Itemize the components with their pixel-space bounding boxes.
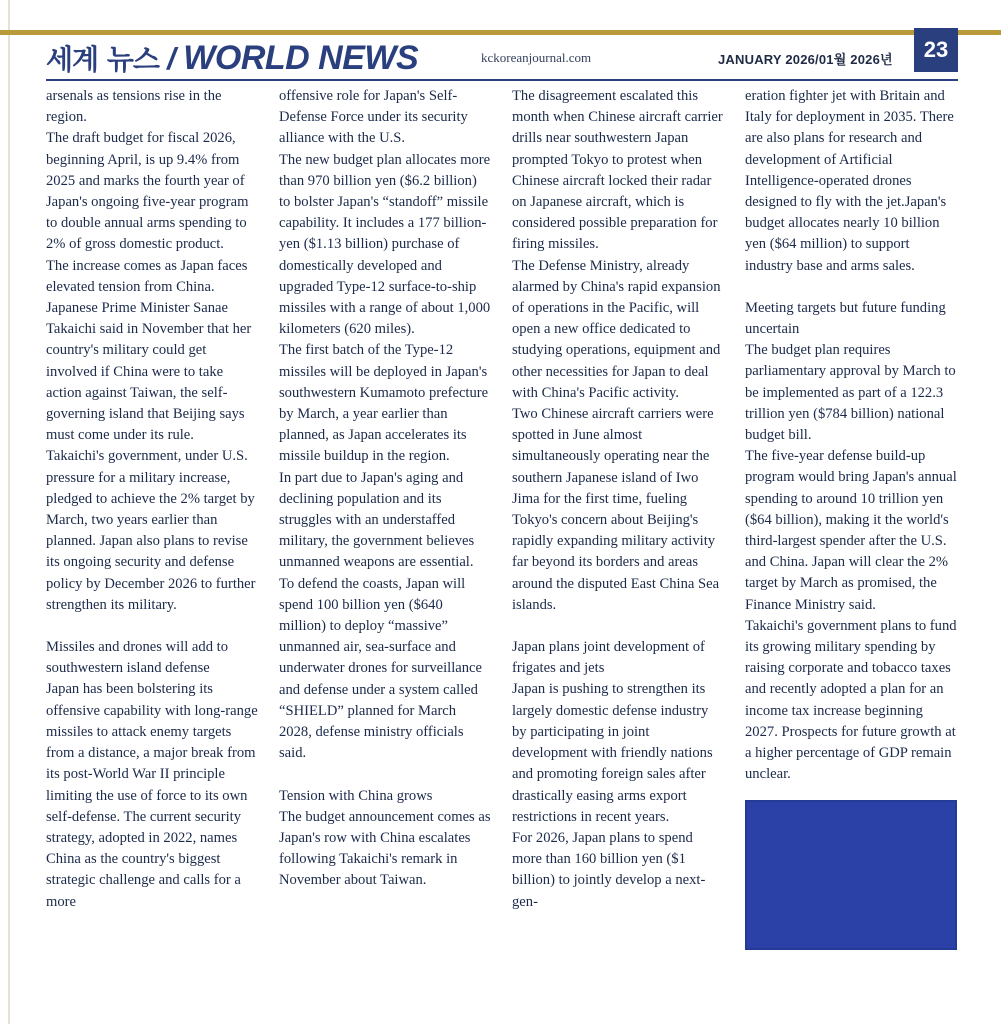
paragraph: The disagreement escalated this month when Chinese aircraft carrier drills near southwestern Japan prompted Tokyo to protest when Chinese aircraft locked their radar on Japanese aircraft, which is considered possible preparation for firing missiles. bbox=[512, 88, 723, 253]
column-1 bbox=[46, 86, 258, 1011]
article-columns bbox=[46, 86, 958, 1011]
paragraph: The new budget plan allocates more than 970 billion yen ($6.2 billion) to bolster Japan's “standoff” missile capability. It includes a 177 billion-yen ($1.13 billion) purchase of domestically developed and upgraded Type-12 surface-to-ship missiles with a range of about 1,000 kilometers (620 miles). bbox=[279, 151, 491, 338]
paragraph: Takaichi's government, under U.S. pressure for a military increase, pledged to achieve the 2% target by March, two years earlier than planned. Japan also plans to revise its ongoing security and defense policy by December 2026 to further strengthen its military. bbox=[46, 448, 256, 613]
section-title-separator: / bbox=[158, 41, 184, 76]
paragraph: For 2026, Japan plans to spend more than 160 billion yen ($1 billion) to jointly develop a next-gen- bbox=[512, 829, 706, 910]
paragraph: arsenals as tensions rise in the region. bbox=[46, 88, 222, 126]
section-title-english: WORLD NEWS bbox=[183, 39, 419, 77]
page-number-badge bbox=[914, 28, 958, 72]
column-3 bbox=[512, 86, 724, 1011]
issue-date: JANUARY 2026/01월 2026년 bbox=[718, 52, 893, 67]
paragraph: Two Chinese aircraft carriers were spotted in June almost simultaneously operating near the southern Japanese island of Iwo Jima for the first time, fueling Tokyo's concern about Beijing's rapidly expanding military activity far beyond its borders and areas around the disputed East China Sea islands. bbox=[512, 406, 720, 613]
section-title bbox=[46, 38, 418, 78]
section-title-korean: 세계 뉴스 bbox=[46, 43, 159, 76]
subhead: Missiles and drones will add to southwestern island defense bbox=[46, 639, 229, 677]
paragraph: The first batch of the Type-12 missiles will be deployed in Japan's southwestern Kumamoto prefecture by March, a year earlier than planned, as Japan accelerates its missile buildup in the region. bbox=[279, 342, 489, 465]
column-4 bbox=[745, 86, 957, 1011]
paragraph: Japan has been bolstering its offensive capability with long-range missiles to attack enemy targets from a distance, a major break from its post-World War II principle limiting the use of force to its own self-defense. The current security strategy, adopted in 2022, names China as the country's biggest strategic challenge and calls for a more bbox=[46, 681, 258, 910]
column-2 bbox=[279, 86, 491, 1011]
masthead-divider bbox=[46, 79, 958, 81]
masthead bbox=[46, 37, 958, 80]
paragraph: In part due to Japan's aging and declining population and its struggles with an understaffed military, the government believes unmanned weapons are essential. To defend the coasts, Japan will spend 100 billion yen ($640 million) to deploy “massive” unmanned air, sea-surface and underwater drones for surveillance and defense under a system called “SHIELD” planned for March 2028, defense ministry officials said. bbox=[279, 469, 483, 762]
paragraph: Takaichi's government plans to fund its growing military spending by raising corporate and tobacco taxes and recently adopted a plan for an income tax increase beginning 2027. Prospects for future growth at a higher percentage of GDP remain unclear. bbox=[745, 617, 957, 783]
paragraph: The draft budget for fiscal 2026, beginning April, is up 9.4% from 2025 and marks the fourth year of Japan's ongoing five-year program to double annual arms spending to 2% of gross domestic product. bbox=[46, 130, 249, 253]
subhead: Tension with China grows bbox=[279, 787, 433, 804]
paragraph: The Defense Ministry, already alarmed by China's rapid expansion of operations in the Pacific, will open a new office dedicated to studying operations, equipment and other necessities for Japan to deal with China's Pacific activity. bbox=[512, 257, 721, 401]
website-url: kckoreanjournal.com bbox=[481, 50, 592, 65]
subhead: Japan plans joint development of frigates and jets bbox=[512, 639, 705, 677]
paragraph: The increase comes as Japan faces elevated tension from China. Japanese Prime Minister Sanae Takaichi said in November that her country's military could get involved if China were to take action against Taiwan, the self-governing island that Beijing says must come under its rule. bbox=[46, 257, 252, 444]
paragraph: offensive role for Japan's Self-Defense Force under its security alliance with the U.S. bbox=[279, 88, 468, 147]
subhead: Meeting targets but future funding uncertain bbox=[745, 299, 946, 338]
article-photo bbox=[745, 800, 957, 950]
top-gold-rule bbox=[0, 30, 1001, 35]
page-number: 23 bbox=[923, 37, 949, 62]
paragraph: The budget plan requires parliamentary approval by March to be implemented as part of a 122.3 trillion yen ($784 billion) national budget bill. bbox=[745, 342, 956, 444]
page-left-margin bbox=[0, 0, 10, 1024]
paragraph: eration fighter jet with Britain and Italy for deployment in 2035. There are also plans for research and development of Artificial Intelligence-operated drones designed to fly with the jet.Japan's budget allocates nearly 10 billion yen ($64 million) to support industry base and arms sales. bbox=[745, 88, 954, 274]
paragraph: Japan is pushing to strengthen its largely domestic defense industry by participating in joint development with friendly nations and promoting foreign sales after drastically easing arms export restrictions in recent years. bbox=[512, 681, 713, 825]
paragraph: The budget announcement comes as Japan's row with China escalates following Takaichi's remark in November about Taiwan. bbox=[279, 808, 491, 889]
paragraph: The five-year defense build-up program would bring Japan's annual spending to around 10 trillion yen ($64 billion), making it the world's third-largest spender after the U.S. and China. Japan will clear the 2% target by March as promised, the Finance Ministry said. bbox=[745, 448, 957, 613]
